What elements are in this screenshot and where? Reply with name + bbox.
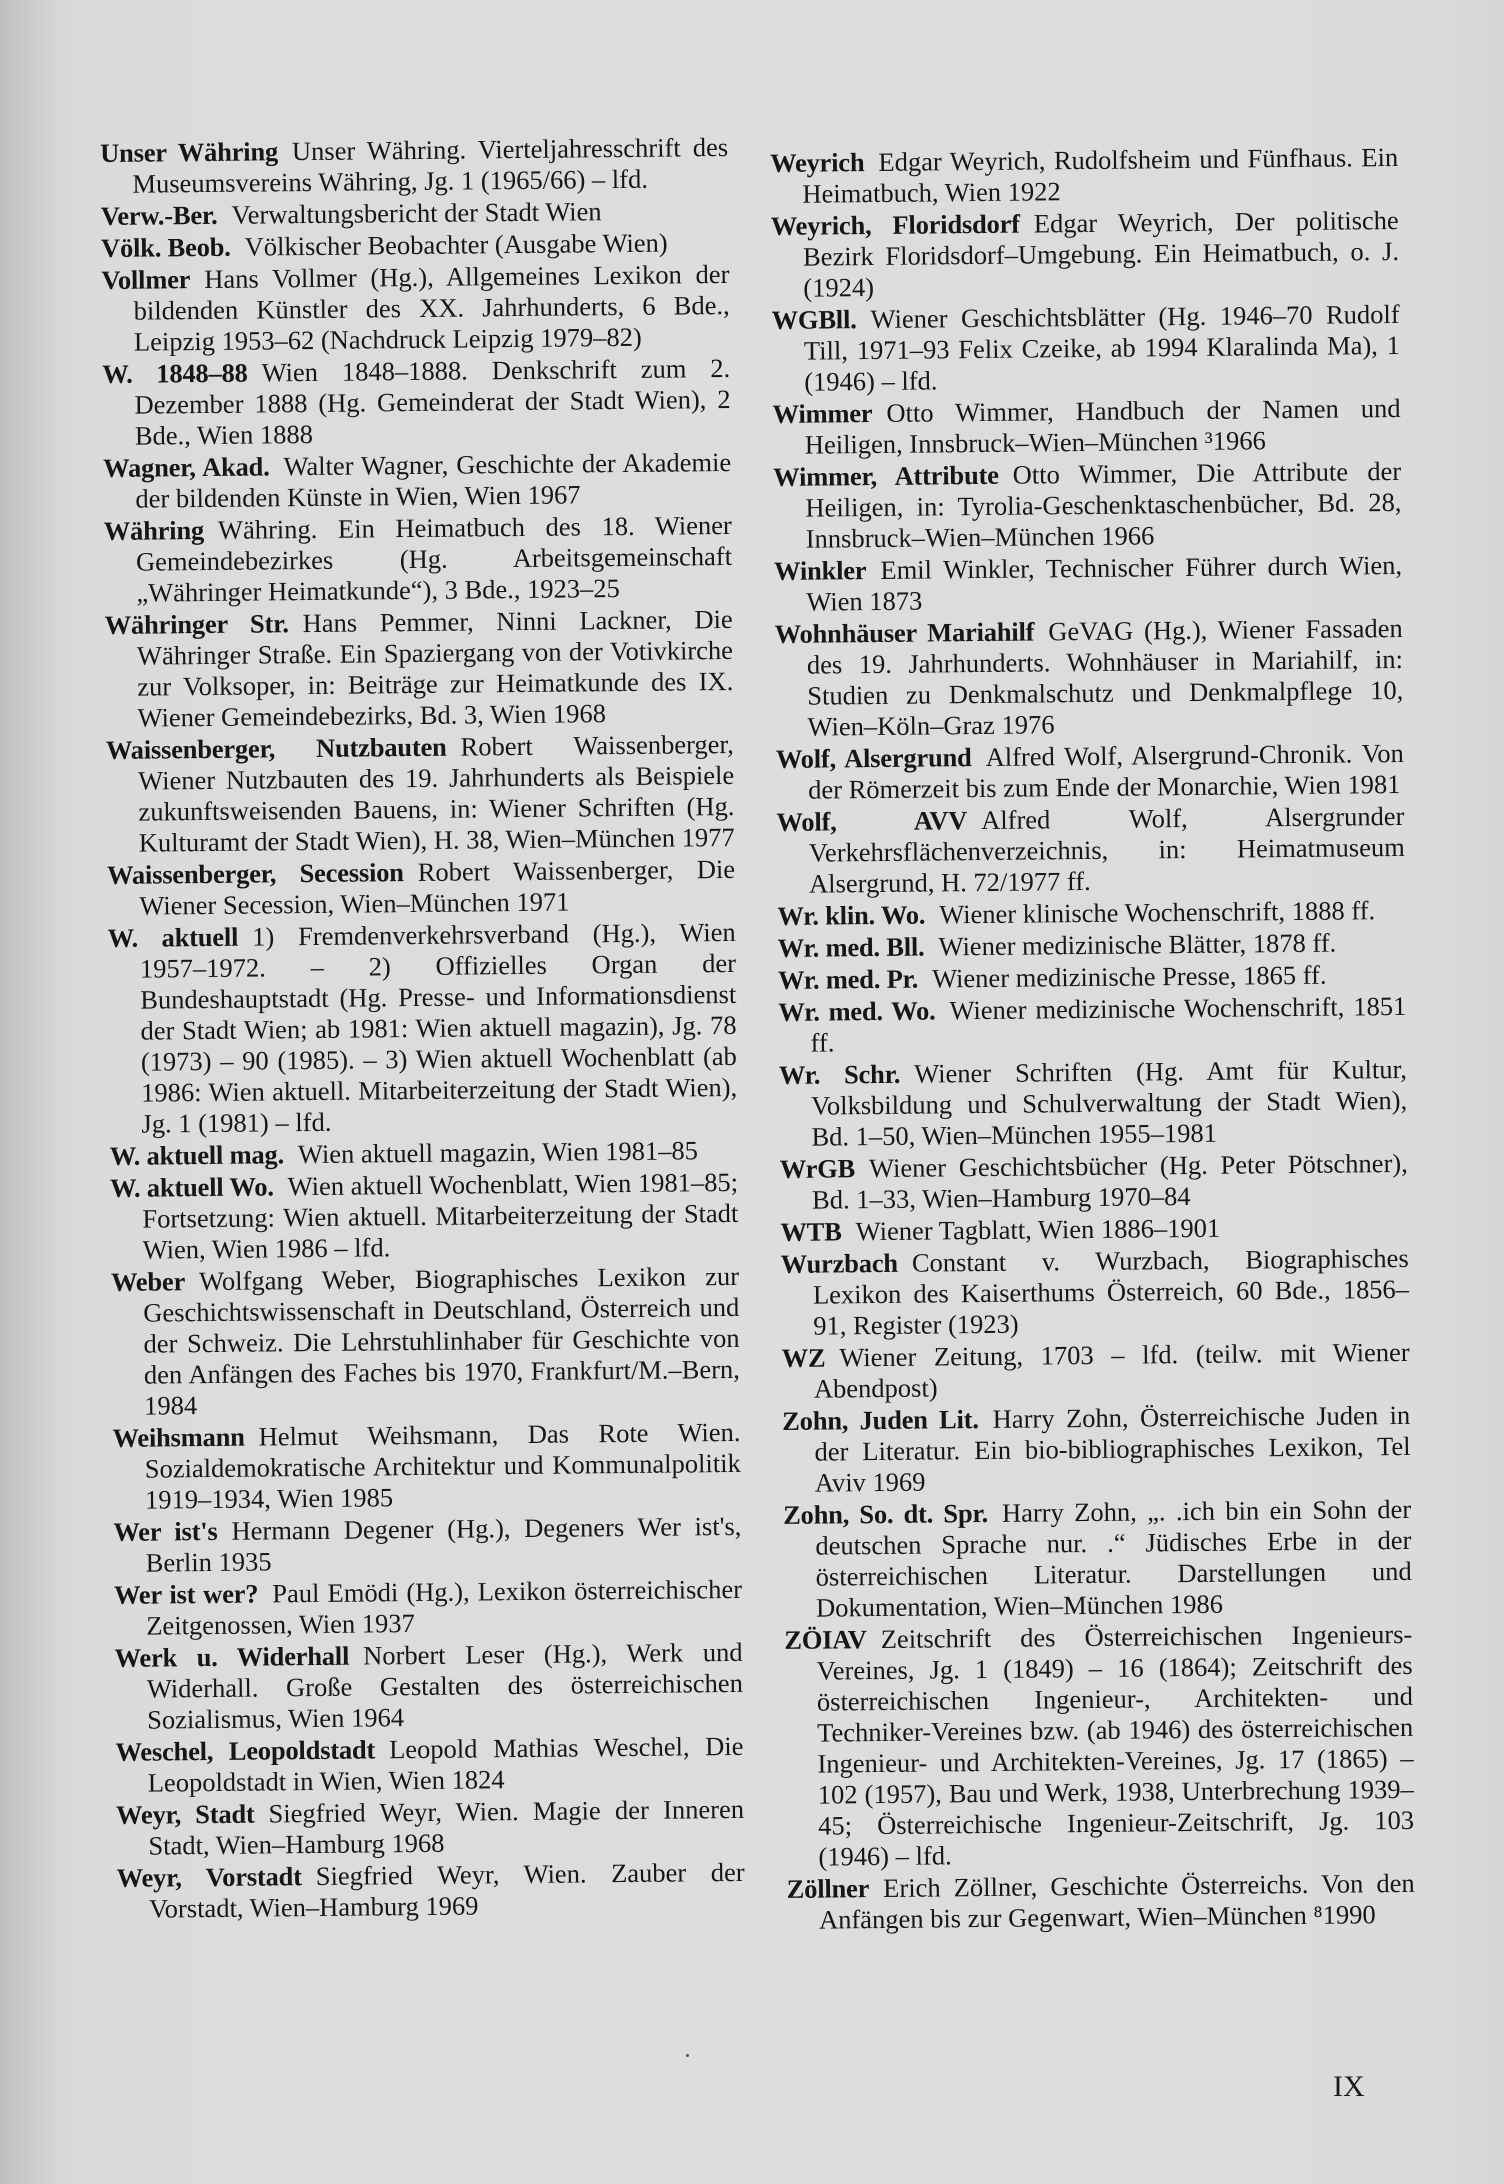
entry-abbreviation: ZÖIAV (784, 1624, 867, 1655)
entry-reference: Zeitschrift des Österreichischen Ingenieurs-Vereines, Jg. 1 (1849) – 16 (1864); Zeitschrift des österreichischen Ingenieur-, Architekten- und Techniker-Vereines bzw. (ab 1946) des österreichischen Ingenieur- und Architekten-Vereines, Jg. 17 (1865) – 102 (1957), Bau und Werk, 1938, Unterbrechung 1939–45; Österreichische Ingenieur-Zeitschrift, Jg. 103 (1946) – lfd. (816, 1618, 1415, 1872)
bibliography-entry (771, 205, 1400, 304)
bibliography-entry (776, 738, 1405, 806)
bibliography-entry (114, 1637, 743, 1736)
entry-reference: Helmut Weihsmann, Das Rote Wien. Sozialdemokratische Architektur und Kommunalpolitik 1919–1934, Wien 1985 (144, 1416, 741, 1515)
bibliography-entry (106, 729, 735, 859)
bibliography-entry (101, 195, 729, 232)
bibliography-entry (108, 917, 738, 1140)
entry-abbreviation: Unser Währing (100, 136, 279, 168)
entry-reference: Hans Pemmer, Ninni Lackner, Die Währinger Straße. Ein Spaziergang von der Votivkirche zur Volksoper, in: Beiträge zur Heimatkunde des IX. Wiener Gemeindebezirks, Bd. 3, Wien 1968 (136, 603, 734, 733)
entry-reference: Edgar Weyrich, Der politische Bezirk Floridsdorf–Umgebung. Ein Heimatbuch, o. J. (1924) (802, 204, 1400, 303)
entry-reference: Wiener Zeitung, 1703 – lfd. (teilw. mit Wiener Abendpost) (813, 1336, 1410, 1404)
bibliography-entry (778, 991, 1407, 1059)
bibliography-entry (778, 927, 1406, 964)
bibliography-entry (774, 550, 1403, 618)
entry-reference: Verwaltungsbericht der Stadt Wien (231, 196, 602, 230)
page-number: IX (1333, 2070, 1365, 2103)
bibliography-entry (111, 1261, 740, 1422)
bibliography-entry (780, 1148, 1409, 1216)
entry-reference: Emil Winkler, Technischer Führer durch Wien, Wien 1873 (806, 549, 1403, 617)
entry-reference: 1) Fremdenverkehrsverband (Hg.), Wien 1957–1972. – 2) Offizielles Organ der Bundeshauptstadt (Hg. Presse- und Informationsdienst der Stadt Wien; ab 1981: Wien aktuell magazin), Jg. 78 (1973) – 90 (1985). – 3) Wien aktuell Wochenblatt (ab 1986: Wien aktuell. Mitarbeiterzeitung der Stadt Wien), Jg. 1 (1981) – lfd. (139, 916, 738, 1139)
bibliography-entry (776, 801, 1405, 900)
entry-reference: Unser Währing. Vierteljahresschrift des Museumsvereins Währing, Jg. 1 (1965/66) – lfd. (132, 131, 729, 199)
bibliography-entry (112, 1417, 741, 1516)
entry-abbreviation: W. aktuell Wo. (109, 1171, 274, 1203)
bibliography-entry (102, 353, 731, 452)
entry-reference: Robert Waissenberger, Die Wiener Secession, Wien–München 1971 (139, 853, 736, 921)
entry-abbreviation: Völk. Beob. (100, 231, 231, 263)
entry-abbreviation: Weber (110, 1266, 186, 1297)
entry-abbreviation: Winkler (773, 555, 867, 586)
entry-abbreviation: Wr. med. Wo. (778, 995, 936, 1027)
entry-abbreviation: Zohn, Juden Lit. (782, 1404, 979, 1436)
right-column (770, 142, 1415, 1937)
entry-reference: Harry Zohn, Österreichische Juden in der Literatur. Ein bio-bibliographisches Lexikon, Tel Aviv 1969 (814, 1399, 1411, 1498)
bibliography-entry (117, 1857, 746, 1925)
bibliography-entry (105, 604, 734, 734)
entry-abbreviation: Weyrich (770, 147, 865, 178)
entry-abbreviation: Waissenberger, Secession (106, 857, 404, 890)
entry-reference: GeVAG (Hg.), Wiener Fassaden des 19. Jahrhunderts. Wohnhäuser in Mariahilf, in: Studien zu Denkmalschutz und Denkmalpflege 10, Wien–Köln–Graz 1976 (806, 612, 1404, 742)
entry-abbreviation: Wimmer, Attribute (773, 459, 999, 492)
bibliography-entry (779, 1054, 1408, 1153)
entry-reference: Wien 1848–1888. Denkschrift zum 2. Dezember 1888 (Hg. Gemeinderat der Stadt Wien), 2 Bde., Wien 1888 (134, 352, 731, 451)
entry-reference: Wiener Tagblatt, Wien 1886–1901 (855, 1212, 1221, 1247)
bibliography-entry (772, 393, 1401, 461)
entry-abbreviation: W. aktuell (107, 921, 239, 953)
entry-reference: Wiener medizinische Presse, 1865 ff. (932, 959, 1327, 994)
bibliography-entry (780, 1211, 1408, 1248)
bibliography-entry (775, 613, 1404, 743)
entry-reference: Völkischer Beobachter (Ausgabe Wien) (244, 227, 668, 262)
bibliography-entry (783, 1494, 1412, 1624)
entry-reference: Leopold Mathias Weschel, Die Leopoldstadt in Wien, Wien 1824 (147, 1730, 744, 1798)
entry-reference: Alfred Wolf, Alsergrunder Verkehrsflächenverzeichnis, in: Heimatmuseum Alsergrund, H. 72/1977 ff. (808, 800, 1405, 899)
print-speck (686, 2054, 689, 2057)
entry-reference: Walter Wagner, Geschichte der Akademie der bildenden Künste in Wien, Wien 1967 (135, 446, 732, 514)
entry-reference: Wien aktuell magazin, Wien 1981–85 (297, 1135, 698, 1170)
entry-reference: Wolfgang Weber, Biographisches Lexikon zur Geschichtswissenschaft in Deutschland, Österreich und der Schweiz. Die Lehrstuhlinhaber für Geschichte von den Anfängen des Faches bis 1970, Frankfurt/M.–Bern, 1984 (143, 1260, 740, 1421)
entry-reference: Erich Zöllner, Geschichte Österreichs. Von den Anfängen bis zur Gegenwart, Wien–München ⁸1990 (818, 1867, 1415, 1935)
entry-abbreviation: Zohn, So. dt. Spr. (782, 1497, 989, 1530)
entry-abbreviation: Vollmer (101, 264, 191, 295)
entry-abbreviation: Wagner, Akad. (103, 451, 270, 483)
entry-abbreviation: Zöllner (786, 1873, 870, 1904)
bibliography-entry (116, 1794, 745, 1862)
bibliography-entry (103, 447, 732, 515)
entry-reference: Edgar Weyrich, Rudolfsheim und Fünfhaus. Ein Heimatbuch, Wien 1922 (802, 141, 1399, 209)
entry-reference: Wiener medizinische Blätter, 1878 ff. (938, 927, 1337, 962)
entry-abbreviation: Wurzbach (780, 1247, 899, 1279)
bibliography-entry (778, 959, 1406, 996)
entry-abbreviation: Wr. Schr. (778, 1058, 901, 1090)
entry-abbreviation: Wr. klin. Wo. (777, 899, 926, 931)
entry-abbreviation: Waissenberger, Nutzbauten (105, 731, 447, 765)
entry-abbreviation: WTB (780, 1216, 842, 1247)
bibliography-entry (770, 142, 1399, 210)
bibliography-entry (781, 1337, 1410, 1405)
entry-reference: Wien aktuell Wochenblatt, Wien 1981–85; Fortsetzung: Wien aktuell. Mitarbeiterzeitung der Stadt Wien, Wien 1986 – lfd. (142, 1166, 739, 1265)
entry-abbreviation: Währing (103, 515, 205, 546)
entry-reference: Siegfried Weyr, Wien. Zauber der Vorstadt, Wien–Hamburg 1969 (148, 1856, 745, 1924)
bibliography-entry (781, 1243, 1410, 1342)
bibliography-entry (115, 1731, 744, 1799)
page-edge-shadow (0, 0, 60, 2184)
entry-abbreviation: Währinger Str. (104, 608, 289, 640)
entry-abbreviation: Weschel, Leopoldstadt (115, 1734, 376, 1767)
entry-abbreviation: Weyrich, Floridsdorf (770, 208, 1020, 241)
bibliography-entry (772, 299, 1401, 398)
bibliography-entry (100, 132, 729, 200)
entry-reference: Wiener Geschichtsblätter (Hg. 1946–70 Rudolf Till, 1971–93 Felix Czeike, ab 1994 Klaralinda Ma), 1 (1946) – lfd. (803, 298, 1401, 397)
entry-abbreviation: Wolf, Alsergrund (775, 742, 972, 774)
entry-reference: Wiener Geschichtsbücher (Hg. Peter Pötschner), Bd. 1–33, Wien–Hamburg 1970–84 (811, 1147, 1408, 1215)
bibliography-entry (101, 259, 730, 358)
bibliography-entry (787, 1868, 1416, 1936)
entry-reference: Harry Zohn, „. .ich bin ein Sohn der deutschen Sprache nur. .“ Jüdisches Erbe in der österreichischen Literatur. Darstellungen und Dokumentation, Wien–München 1986 (815, 1493, 1412, 1623)
entry-reference: Norbert Leser (Hg.), Werk und Widerhall. Große Gestalten des österreichischen Sozialismus, Wien 1964 (146, 1636, 744, 1735)
bibliography-entry (113, 1511, 742, 1579)
left-column (100, 132, 745, 1926)
entry-reference: Wiener Schriften (Hg. Amt für Kultur, Volksbildung und Schulverwaltung der Stadt Wien), Bd. 1–50, Wien–München 1955–1981 (811, 1053, 1408, 1152)
entry-abbreviation: WZ (781, 1342, 826, 1373)
entry-reference: Otto Wimmer, Handbuch der Namen und Heiligen, Innsbruck–Wien–München ³1966 (804, 392, 1401, 460)
entry-reference: Währing. Ein Heimatbuch des 18. Wiener Gemeindebezirkes (Hg. Arbeitsgemeinschaft „Währinger Heimatkunde“), 3 Bde., 1923–25 (135, 509, 733, 608)
entry-reference: Hans Vollmer (Hg.), Allgemeines Lexikon der bildenden Künstler des XX. Jahrhunderts, 6 Bde., Leipzig 1953–62 (Nachdruck Leipzig 1979–82) (133, 258, 730, 357)
entry-abbreviation: Wolf, AVV (776, 805, 968, 837)
entry-abbreviation: WGBll. (771, 304, 857, 335)
entry-abbreviation: Wr. med. Pr. (777, 963, 919, 995)
entry-abbreviation: W. 1848–88 (102, 357, 248, 389)
entry-abbreviation: Weyr, Vorstadt (116, 1861, 302, 1893)
entry-reference: Paul Emödi (Hg.), Lexikon österreichischer Zeitgenossen, Wien 1937 (146, 1573, 743, 1641)
entry-abbreviation: Wimmer (772, 398, 873, 429)
entry-abbreviation: Weihsmann (112, 1421, 245, 1453)
bibliography-entry (104, 510, 733, 609)
entry-abbreviation: Wer ist wer? (113, 1578, 259, 1610)
bibliography-entry (110, 1167, 739, 1266)
entry-reference: Otto Wimmer, Die Attribute der Heiligen, in: Tyrolia-Geschenktaschenbücher, Bd. 28, Innsbruck–Wien–München 1966 (805, 455, 1402, 554)
entry-reference: Alfred Wolf, Alsergrund-Chronik. Von der Römerzeit bis zum Ende der Monarchie, Wien 1981 (808, 737, 1404, 805)
entry-reference: Constant v. Wurzbach, Biographisches Lexikon des Kaiserthums Österreich, 60 Bde., 1856–91, Register (1923) (812, 1242, 1410, 1341)
bibliography-entry (107, 854, 736, 922)
entry-reference: Siegfried Weyr, Wien. Magie der Inneren Stadt, Wien–Hamburg 1968 (148, 1793, 745, 1861)
entry-abbreviation: WrGB (779, 1153, 856, 1184)
entry-abbreviation: Wr. med. Bll. (777, 931, 925, 963)
bibliography-entry (777, 895, 1405, 932)
entry-abbreviation: W. aktuell mag. (109, 1139, 285, 1171)
bibliography-entry (110, 1135, 738, 1172)
bibliography-entry (784, 1619, 1414, 1873)
entry-abbreviation: Wohnhäuser Mariahilf (774, 616, 1035, 649)
entry-abbreviation: Weyr, Stadt (115, 1798, 255, 1830)
entry-reference: Hermann Degener (Hg.), Degeners Wer ist's, Berlin 1935 (145, 1510, 742, 1578)
bibliography-entry (773, 456, 1402, 555)
bibliography-entry (101, 227, 729, 264)
entry-reference: Wiener medizinische Wochenschrift, 1851 ff. (810, 990, 1407, 1058)
entry-abbreviation: Verw.-Ber. (100, 199, 218, 231)
bibliography-entry (114, 1574, 743, 1642)
entry-abbreviation: Wer ist's (113, 1515, 218, 1547)
bibliography-entry (782, 1400, 1411, 1499)
entry-reference: Robert Waissenberger, Wiener Nutzbauten des 19. Jahrhunderts als Beispiele zukunftsweisenden Bauens, in: Wiener Schriften (Hg. Kulturamt der Stadt Wien), H. 38, Wien–München 1977 (138, 728, 735, 858)
entry-reference: Wiener klinische Wochenschrift, 1888 ff. (939, 895, 1376, 930)
entry-abbreviation: Werk u. Widerhall (114, 1640, 350, 1673)
